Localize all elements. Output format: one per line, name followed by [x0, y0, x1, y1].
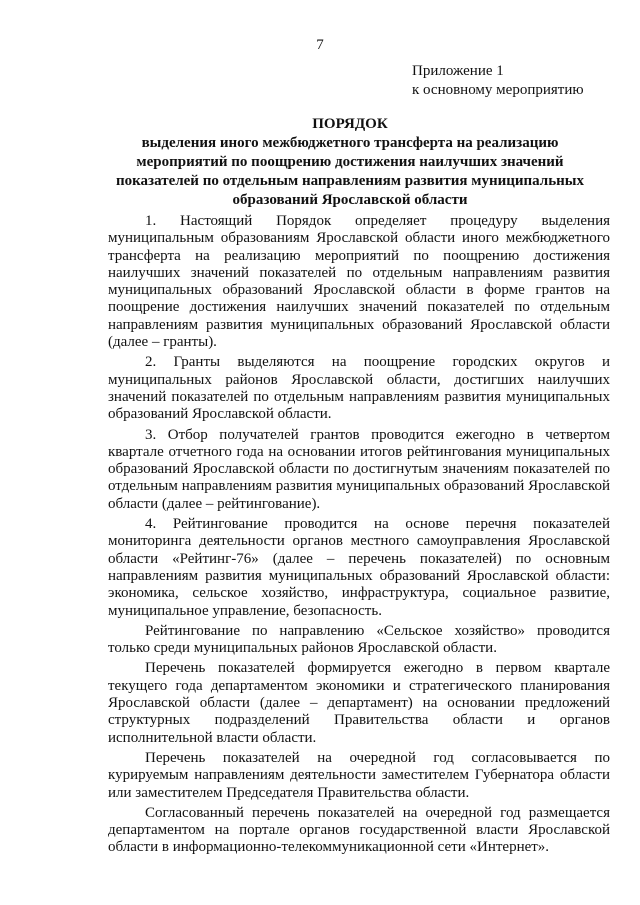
paragraph-6: Перечень показателей формируется ежегодно в первом квартале текущего года департаментом экономики и стратегического планирования Ярославской области (далее – департамент) на основании предложений структурных подразделений Правительства области и органов исполнительной власти области. — [108, 660, 610, 746]
document-heading — [100, 115, 600, 210]
heading-line-2: мероприятий по поощрению достижения наилучших значений — [136, 154, 564, 170]
paragraph-8: Согласованный перечень показателей на очередной год размещается департаментом на портале органов государственной власти Ярославской области в информационно-телекоммуникационной сети «Интернет». — [108, 804, 610, 856]
annex-note — [412, 62, 632, 100]
annex-line-1: Приложение 1 — [412, 63, 504, 79]
paragraph-2: 2. Гранты выделяются на поощрение городских округов и муниципальных районов Ярославской области, достигших наилучших значений показателей по отдельным направлениям развития муниципальных образований Ярославской области. — [108, 354, 610, 423]
heading-title: ПОРЯДОК — [312, 116, 388, 132]
paragraph-3: 3. Отбор получателей грантов проводится ежегодно в четвертом квартале отчетного года на основании итогов рейтингования муниципальных образований Ярославской области по достигнутым значениям показателей по отдельным направлениям развития муниципальных образований Ярославской области (далее – рейтингование). — [108, 426, 610, 512]
document-body — [108, 213, 610, 857]
paragraph-5: Рейтингование по направлению «Сельское хозяйство» проводится только среди муниципальных районов Ярославской области. — [108, 622, 610, 657]
paragraph-4: 4. Рейтингование проводится на основе перечня показателей мониторинга деятельности органов местного самоуправления Ярославской области «Рейтинг-76» (далее – перечень показателей) по основным направлениям развития муниципальных образований Ярославской области: экономика, сельское хозяйство, инфраструктура, социальное развитие, муниципальное управление, безопасность. — [108, 516, 610, 619]
paragraph-7: Перечень показателей на очередной год согласовывается по курируемым направлениям деятельности заместителем Губернатора области или заместителем Председателя Правительства области. — [108, 749, 610, 801]
heading-line-4: образований Ярославской области — [232, 192, 468, 208]
annex-line-2: к основному мероприятию — [412, 82, 584, 98]
heading-line-3: показателей по отдельным направлениям развития муниципальных — [116, 173, 584, 189]
paragraph-1: 1. Настоящий Порядок определяет процедуру выделения муниципальным образованиям Ярославской области иного межбюджетного трансферта на реализацию мероприятий по поощрению достижения наилучших значений показателей по отдельным направлениям развития муниципальных образований Ярославской области в форме грантов на поощрение достижения наилучших значений показателей по отдельным направлениям развития муниципальных образований Ярославской области (далее – гранты). — [108, 213, 610, 351]
heading-line-1: выделения иного межбюджетного трансферта на реализацию — [141, 135, 559, 151]
page-number: 7 — [316, 37, 324, 53]
